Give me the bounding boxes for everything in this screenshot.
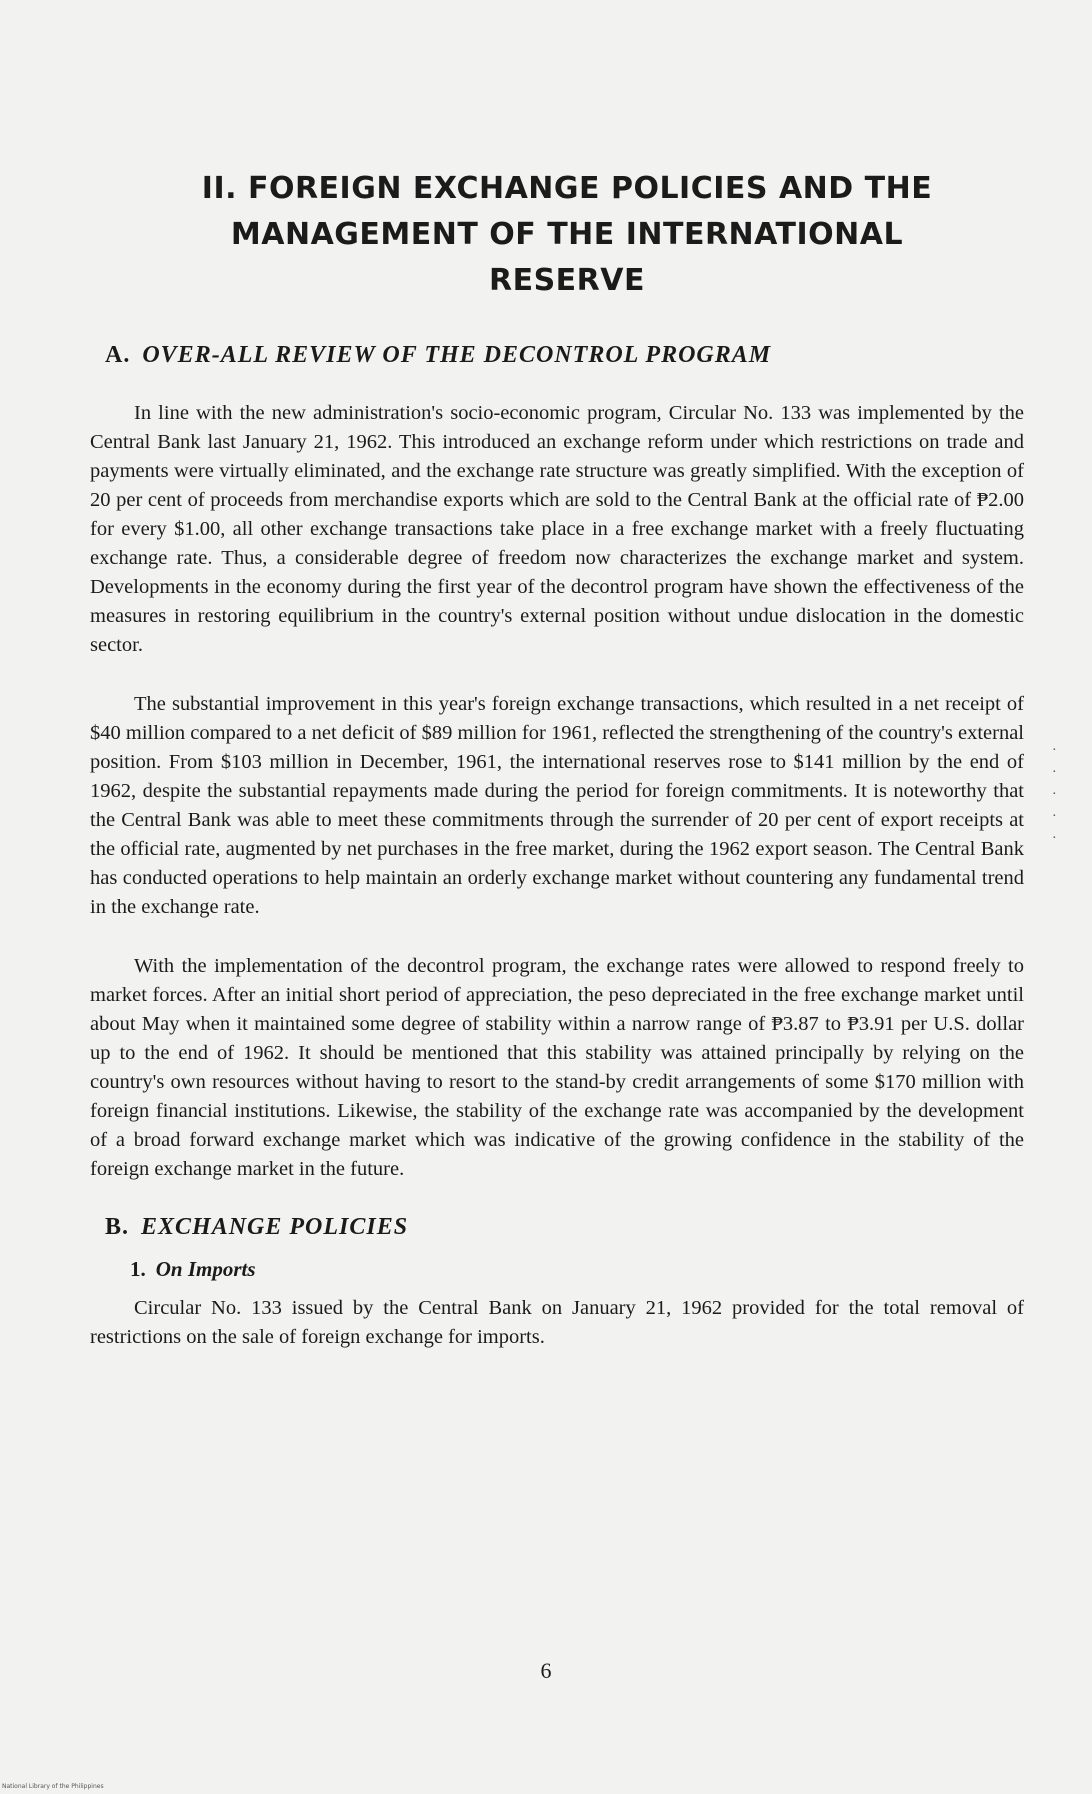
section-a-title: OVER-ALL REVIEW OF THE DECONTROL PROGRAM <box>142 342 772 368</box>
subsection-1-title: On Imports <box>155 1257 256 1281</box>
page-number: 6 <box>540 1658 552 1683</box>
scan-speck: · <box>1052 831 1057 846</box>
subsection-1-heading <box>130 1257 1024 1282</box>
section-a-letter: A. <box>105 342 131 368</box>
subsection-1-number: 1. <box>130 1257 146 1281</box>
section-b-title: EXCHANGE POLICIES <box>141 1214 409 1240</box>
library-footer: National Library of the Philippines <box>2 1783 104 1790</box>
scan-speck: · <box>1052 809 1057 824</box>
paragraph-a-3: With the implementation of the decontrol program, the exchange rates were allowed to respond freely to market forces. After an initial short period of appreciation, the peso depreciated in the free exchange market until about May when it maintained some degree of stability within a narrow range of ₱3.87 to ₱3.91 per U.S. dollar up to the end of 1962. It should be mentioned that this stability was attained principally by relying on the country's own resources without having to resort to the stand-by credit arrangements of some $170 million with foreign financial institutions. Likewise, the stability of the exchange rate was accompanied by the development of a broad forward exchange market which was indicative of the growing confidence in the stability of the foreign exchange market in the future. <box>90 955 1024 1180</box>
scan-speck: · <box>1052 787 1057 802</box>
chapter-title-line-3: RESERVE <box>488 263 645 298</box>
scan-speck: · <box>1052 765 1057 780</box>
chapter-title-line-2: MANAGEMENT OF THE INTERNATIONAL <box>230 217 904 252</box>
margin-scan-marks <box>1052 740 1072 850</box>
scan-speck: · <box>1052 743 1057 758</box>
section-a-heading <box>105 342 1024 369</box>
paragraph-a-2: The substantial improvement in this year's foreign exchange transactions, which resulted in a net receipt of $40 million compared to a net deficit of $89 million for 1961, reflected the strengthening of the country's external position. From $103 million in December, 1961, the international reserves rose to $141 million by the end of 1962, despite the substantial repayments made during the period for foreign commitments. It is noteworthy that the Central Bank was able to meet these commitments through the surrender of 20 per cent of export receipts at the official rate, augmented by net purchases in the free market, during the 1962 export season. The Central Bank has conducted operations to help maintain an orderly exchange market without countering any fundamental trend in the exchange rate. <box>90 693 1024 918</box>
paragraph-a-1: In line with the new administration's socio-economic program, Circular No. 133 was implemented by the Central Bank last January 21, 1962. This introduced an exchange reform under which restrictions on trade and payments were virtually eliminated, and the exchange rate structure was greatly simplified. With the exception of 20 per cent of proceeds from merchandise exports which are sold to the Central Bank at the official rate of ₱2.00 for every $1.00, all other exchange transactions take place in a free exchange market with a freely fluctuating exchange rate. Thus, a considerable degree of freedom now characterizes the exchange market and system. Developments in the economy during the first year of the decontrol program have shown the effectiveness of the measures in restoring equilibrium in the country's external position without undue dislocation in the domestic sector. <box>90 402 1024 656</box>
paragraph-b-1: Circular No. 133 issued by the Central Bank on January 21, 1962 provided for the total removal of restrictions on the sale of foreign exchange for imports. <box>90 1297 1024 1348</box>
section-b-heading <box>105 1214 1024 1241</box>
chapter-title-line-1: II. FOREIGN EXCHANGE POLICIES AND THE <box>201 171 933 206</box>
section-b-letter: B. <box>105 1214 130 1240</box>
chapter-title <box>90 166 1024 304</box>
